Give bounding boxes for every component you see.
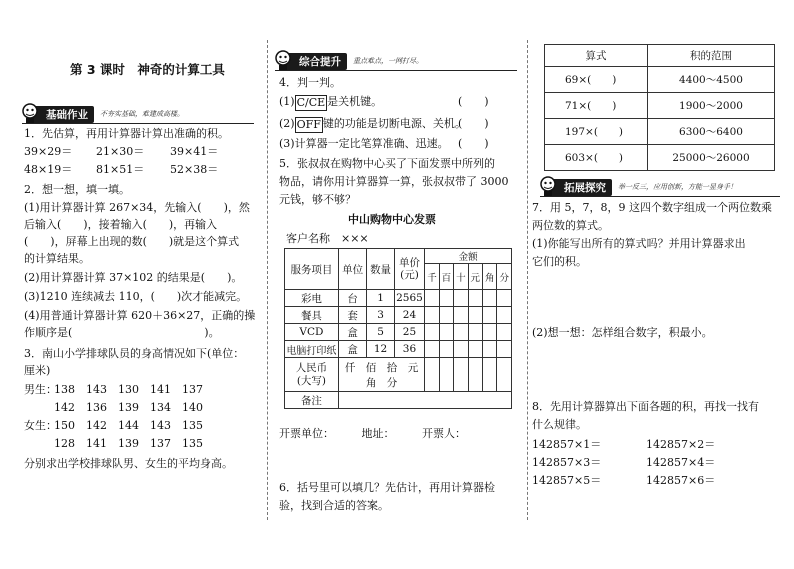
section-basic-motto: 不夯实基础，难建成高楼。 (100, 110, 184, 118)
girls-r2-5: 135 (182, 437, 203, 450)
q1-row1-b: 21×30＝ (96, 145, 145, 158)
invoice-row (285, 290, 512, 307)
invoice-cell-price: 36 (394, 341, 425, 358)
invoice-rmb-units: 仟 佰 拾 元 角 分 (338, 358, 424, 392)
girls-r1-5: 135 (182, 419, 203, 432)
q4-item-3 (279, 137, 449, 151)
boys-r1-3: 130 (118, 383, 139, 396)
invoice-cell-unit: 盒 (338, 324, 367, 341)
girls-r2-3: 139 (118, 437, 139, 450)
range-value: 1900～2000 (648, 93, 775, 119)
section-basic-badge (30, 106, 94, 123)
q4-item-2-paren: ( ) (458, 117, 489, 130)
q2-line-3: ( )，屏幕上出现的数( )就是这个算式 (24, 235, 240, 248)
amount-col-qian: 千 (425, 264, 439, 290)
q4-item-3-paren: ( ) (458, 137, 489, 150)
q3-end: 分别求出学校排球队男、女生的平均身高。 (24, 457, 233, 470)
column-divider-right (527, 40, 528, 520)
invoice-head-unit: 单位 (338, 249, 367, 290)
invoice-rmb-label: 人民币(大写) (285, 358, 339, 392)
invoice-head-amount: 金额 (425, 249, 512, 264)
section-comprehensive-badge (283, 53, 347, 70)
range-value: 25000～26000 (648, 145, 775, 171)
section-extension-motto: 举一反三，应用创新，方能一显身手！ (618, 183, 737, 191)
q5-line-1: 5．张叔叔在购物中心买了下面发票中所列的 (279, 157, 495, 170)
girls-r1-2: 142 (86, 419, 107, 432)
invoice-cell-item: VCD (285, 324, 339, 341)
q4-item-1-pre: (1) (279, 95, 295, 108)
q8-r2-b: 142857×4＝ (646, 456, 716, 469)
question-2: 2．想一想，填一填。 (24, 183, 130, 196)
section-comprehensive-rule (275, 70, 517, 71)
boys-r1-4: 141 (150, 383, 171, 396)
section-basic-label: 基础作业 (46, 108, 88, 121)
section-basic-rule (22, 123, 254, 124)
invoice-row (285, 341, 512, 358)
invoice-head-item: 服务项目 (285, 249, 339, 290)
girls-r1-3: 144 (118, 419, 139, 432)
q4-item-2-pre: (2) (279, 117, 295, 130)
off-key: OFF (296, 118, 321, 131)
boys-r2-2: 136 (86, 401, 107, 414)
girls-label: 女生： (24, 419, 57, 432)
amount-col-fen: 分 (497, 264, 512, 290)
cce-key: C/CE (296, 96, 326, 109)
invoice-table (284, 248, 512, 409)
amount-col-bai: 百 (439, 264, 453, 290)
q8-r2-a: 142857×3＝ (532, 456, 602, 469)
girls-r1-1: 150 (54, 419, 75, 432)
q3-line-1: 3．南山小学排球队员的身高情况如下(单位： (24, 347, 245, 360)
invoice-cell-unit: 台 (338, 290, 367, 307)
q8-r3-b: 142857×6＝ (646, 474, 716, 487)
boys-r1-1: 138 (54, 383, 75, 396)
range-expr: 603×( ) (545, 145, 648, 171)
table-row (545, 145, 775, 171)
q8-line-1: 8．先用计算器算出下面各题的积，再找一找有 (532, 400, 759, 413)
girls-r1-4: 143 (150, 419, 171, 432)
section-extension-label: 拓展探究 (564, 181, 606, 194)
invoice-cell-price: 24 (394, 307, 425, 324)
q7-line-1: 7．用 5，7，8，9 这四个数字组成一个两位数乘 (532, 201, 772, 214)
invoice-cell-item: 餐具 (285, 307, 339, 324)
range-expr: 197×( ) (545, 119, 648, 145)
section-comprehensive-label: 综合提升 (299, 55, 341, 68)
q8-r1-a: 142857×1＝ (532, 438, 602, 451)
q1-row1-a: 39×29＝ (24, 145, 73, 158)
invoice-footer: 开票单位： 地址： 开票人： (279, 427, 466, 440)
table-row (545, 93, 775, 119)
invoice-customer: 客户名称 ××× (286, 232, 369, 245)
table-row (545, 119, 775, 145)
q8-r1-b: 142857×2＝ (646, 438, 716, 451)
q1-row2-b: 81×51＝ (96, 163, 145, 176)
q5-line-3: 元钱，够不够？ (279, 193, 356, 206)
invoice-cell-unit: 套 (338, 307, 367, 324)
section-extension-rule (540, 196, 780, 197)
invoice-note-label: 备注 (285, 392, 339, 409)
section-comprehensive (275, 52, 423, 70)
section-extension-badge (548, 179, 612, 196)
girls-r2-1: 128 (54, 437, 75, 450)
q4-item-3-text: 计算器一定比笔算准确、迅速。 (294, 137, 449, 150)
invoice-cell-price: 25 (394, 324, 425, 341)
range-head-range: 积的范围 (648, 45, 775, 67)
product-range-table (544, 44, 775, 171)
lesson-title: 第 3 课时 神奇的计算工具 (70, 62, 225, 77)
boys-r1-5: 137 (182, 383, 203, 396)
amount-col-yuan: 元 (468, 264, 482, 290)
boys-r2-4: 134 (150, 401, 171, 414)
q5-line-2: 物品，请你用计算器算一算，张叔叔带了 3000 (279, 175, 509, 188)
q1-row1-c: 39×41＝ (170, 145, 219, 158)
question-4: 4．判一判。 (279, 76, 341, 89)
section-basic (22, 105, 184, 123)
invoice-cell-item: 电脑打印纸 (285, 341, 339, 358)
boys-label: 男生： (24, 383, 57, 396)
q7-line-4: 它们的积。 (532, 255, 587, 268)
range-value: 6300～6400 (648, 119, 775, 145)
q2-line-1: (1)用计算器计算 267×34，先输入( )，然 (24, 201, 250, 214)
invoice-cell-qty: 12 (367, 341, 394, 358)
q2-line-8: 作顺序是( )。 (24, 326, 220, 339)
invoice-row (285, 324, 512, 341)
girls-r2-2: 141 (86, 437, 107, 450)
q1-row2-c: 52×38＝ (170, 163, 219, 176)
invoice-head-qty: 数量 (367, 249, 394, 290)
invoice-row (285, 307, 512, 324)
q4-item-2 (279, 117, 466, 133)
range-expr: 69×( ) (545, 67, 648, 93)
column-divider-left (267, 40, 268, 520)
q4-item-2-text: 键的功能是切断电源、关机。 (322, 117, 466, 130)
range-head-expr: 算式 (545, 45, 648, 67)
invoice-cell-qty: 5 (367, 324, 394, 341)
q7-part-2: (2)想一想：怎样组合数字，积最小。 (532, 326, 713, 339)
boys-r2-1: 142 (54, 401, 75, 414)
section-comprehensive-motto: 重点难点，一网打尽。 (353, 57, 423, 65)
invoice-head-price: 单价(元) (394, 249, 425, 290)
q2-line-7: (4)用普通计算器计算 620＋36×27，正确的操 (24, 309, 256, 322)
q4-item-1 (279, 95, 382, 111)
invoice-cell-item: 彩电 (285, 290, 339, 307)
mascot-icon (20, 103, 40, 125)
q7-line-2: 两位数的算式。 (532, 219, 609, 232)
mascot-icon (273, 50, 293, 72)
invoice-title: 中山购物中心发票 (348, 213, 436, 226)
invoice-cell-unit: 盒 (338, 341, 367, 358)
q4-item-1-paren: ( ) (458, 95, 489, 108)
q7-line-3: (1)你能写出所有的算式吗？并用计算器求出 (532, 237, 746, 250)
q2-line-6: (3)1210 连续减去 110，( )次才能减完。 (24, 290, 248, 303)
q4-item-3-pre: (3) (279, 137, 295, 150)
range-value: 4400～4500 (648, 67, 775, 93)
invoice-cell-price: 2565 (394, 290, 425, 307)
mascot-icon (538, 176, 558, 198)
boys-r2-5: 140 (182, 401, 203, 414)
invoice-cell-qty: 3 (367, 307, 394, 324)
table-row (545, 67, 775, 93)
boys-r1-2: 143 (86, 383, 107, 396)
section-extension (540, 178, 737, 196)
q6-line-2: 验，找到合适的答案。 (279, 499, 389, 512)
q2-line-4: 的计算结果。 (24, 252, 90, 265)
invoice-cell-qty: 1 (367, 290, 394, 307)
girls-r2-4: 137 (150, 437, 171, 450)
q1-row2-a: 48×19＝ (24, 163, 73, 176)
q6-line-1: 6．括号里可以填几？先估计，再用计算器检 (279, 481, 495, 494)
q3-line-2: 厘米) (24, 364, 51, 377)
q2-line-2: 后输入( )，接着输入( )，再输入 (24, 218, 218, 231)
amount-col-jiao: 角 (483, 264, 497, 290)
question-1: 1．先估算，再用计算器计算出准确的积。 (24, 127, 229, 140)
boys-r2-3: 139 (118, 401, 139, 414)
amount-col-shi: 十 (454, 264, 468, 290)
q8-line-2: 什么规律。 (532, 418, 587, 431)
q8-r3-a: 142857×5＝ (532, 474, 602, 487)
range-expr: 71×( ) (545, 93, 648, 119)
q2-line-5: (2)用计算器计算 37×102 的结果是( )。 (24, 271, 243, 284)
q4-item-1-text: 是关机键。 (327, 95, 383, 108)
